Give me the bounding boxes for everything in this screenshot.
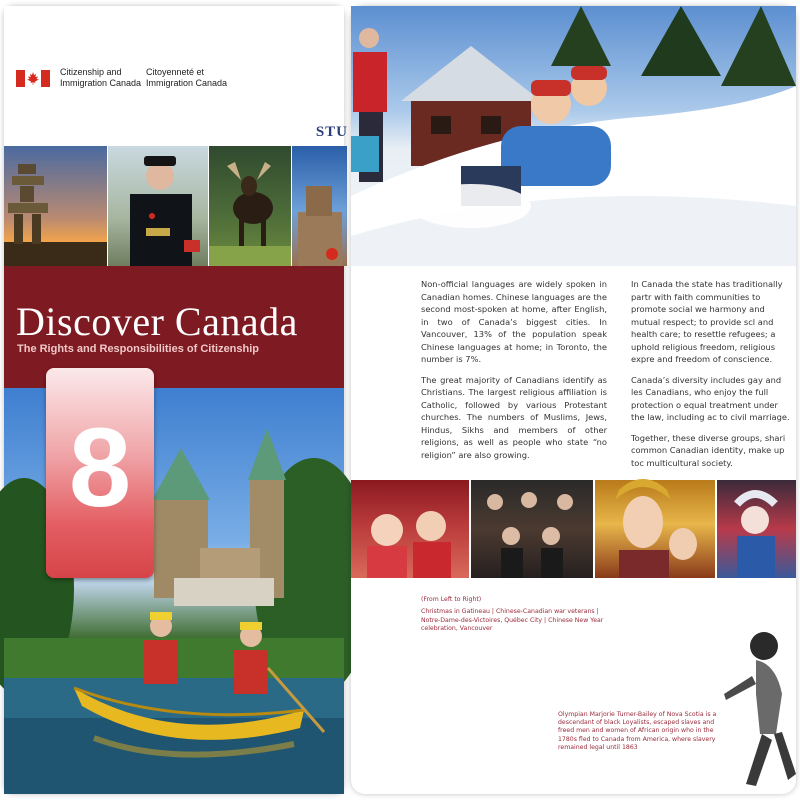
maple-leaf-icon <box>27 72 39 85</box>
paragraph-multicultural: Together, these diverse groups, shari common Canadian identity, make up toc multicultural society. <box>631 432 786 468</box>
paragraph-diversity: Canada’s diversity includes gay and les Canadians, who enjoy the full protection o equal treatment under the law, including ac to civil marriage. <box>631 374 790 422</box>
photo-mosaic <box>351 480 796 578</box>
department-name-en: Citizenship and Immigration Canada <box>60 67 142 88</box>
department-name-fr: Citoyenneté et Immigration Canada <box>146 67 228 88</box>
article-column-2 <box>631 278 791 477</box>
cover-photo-strip <box>4 146 344 266</box>
chapter-number: 8 <box>68 405 132 530</box>
inukshuk-photo <box>4 146 107 266</box>
chinese-new-year-photo <box>717 480 796 578</box>
chapter-number-card <box>46 368 154 578</box>
caption-body: Christmas in Gatineau | Chinese-Canadian war veterans | Notre-Dame-des-Victoires, Québec City | Chinese New Year celebration, Vancouver <box>421 608 604 633</box>
paragraph-faith-communities: In Canada the state has traditionally partr with faith communities to promote social we harmony and mutual respect; to provide scl and health care; to resettle refugees; a uphold religious freedom, religious expre and freedom of conscience. <box>631 279 783 364</box>
runner-photo <box>716 624 796 794</box>
parliament-tower-photo <box>292 146 347 266</box>
notre-dame-des-victoires-photo <box>595 480 715 578</box>
canada-flag-icon <box>16 70 50 87</box>
runner-caption: Olympian Marjorie Turner-Bailey of Nova Scotia is a descendant of black Loyalists, escaped slaves and freed men and women of African origin who in the 1780s fled to Canada from America, where slavery remained legal until 1863 <box>558 711 717 751</box>
photo-caption <box>421 596 611 634</box>
article-column-1 <box>421 278 607 469</box>
snow-sledding-photo <box>351 6 796 266</box>
veteran-photo <box>108 146 208 266</box>
christmas-gatineau-photo <box>351 480 469 578</box>
article-page <box>351 6 796 794</box>
paragraph-languages: Non-official languages are widely spoken in Canadian homes. Chinese languages are the second most-spoken at home, after English, in two of Canada’s biggest cities. In Vancouver, 13% of the population speak Chinese languages at home; in Toronto, the number is 7%. <box>421 279 607 364</box>
study-guide-label: STU <box>315 124 348 140</box>
cover-page <box>4 6 348 794</box>
cover-subtitle: The Rights and Responsibilities of Citizenship <box>17 343 260 355</box>
caption-header: (From Left to Right) <box>421 596 482 603</box>
cover-title: Discover Canada <box>16 299 298 344</box>
moose-photo <box>209 146 291 266</box>
paragraph-religion: The great majority of Canadians identify as Christians. The largest religious affiliation is Catholic, followed by various Protestant churches. The numbers of Muslims, Jews, Hindus, Sikhs and members of other religions, as well as people who state “no religion” are also growing. <box>421 374 607 460</box>
war-veterans-photo <box>471 480 593 578</box>
government-header <box>4 6 348 146</box>
